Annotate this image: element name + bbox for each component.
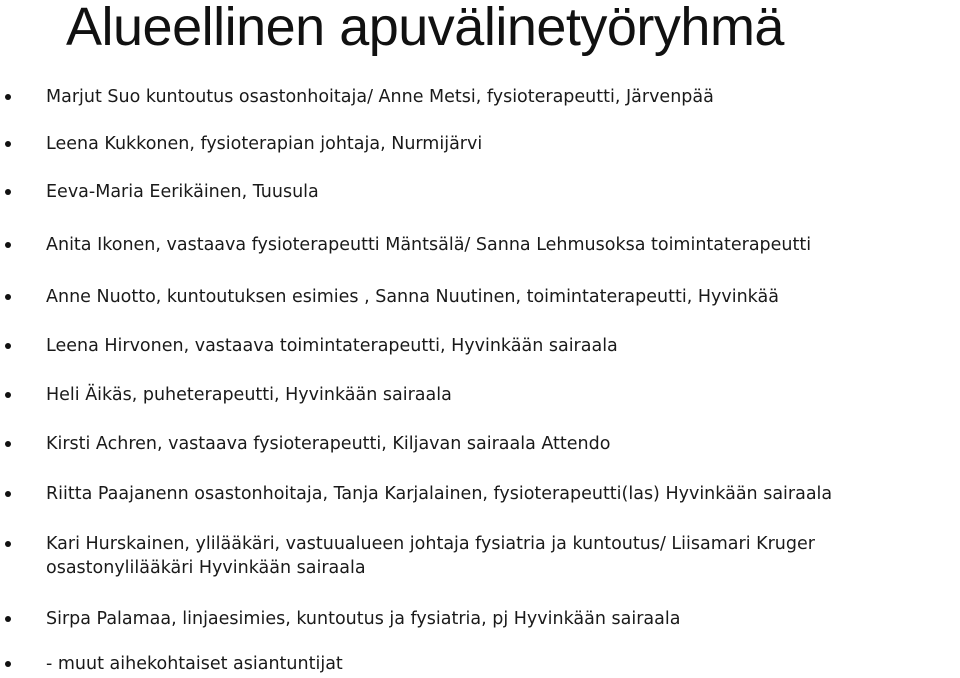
bullet-icon xyxy=(5,541,11,547)
bullet-icon xyxy=(5,491,11,497)
bullet-icon xyxy=(5,242,11,248)
list-item-text: Anita Ikonen, vastaava fysioterapeutti Mäntsälä/ Sanna Lehmusoksa toimintaterapeutti xyxy=(46,235,812,255)
bullet-icon xyxy=(5,189,11,195)
list-item-text: Leena Hirvonen, vastaava toimintaterapeutti, Hyvinkään sairaala xyxy=(46,336,618,356)
list-item-text: Leena Kukkonen, fysioterapian johtaja, Nurmijärvi xyxy=(46,134,483,154)
list-item-text: Marjut Suo kuntoutus osastonhoitaja/ Anne Metsi, fysioterapeutti, Järvenpää xyxy=(46,87,714,107)
list-item-text: Riitta Paajanenn osastonhoitaja, Tanja Karjalainen, fysioterapeutti(las) Hyvinkään sairaala xyxy=(46,484,833,504)
bullet-icon xyxy=(5,392,11,398)
list-item-text: Kirsti Achren, vastaava fysioterapeutti, Kiljavan sairaala Attendo xyxy=(46,434,611,454)
bullet-icon xyxy=(5,616,11,622)
bullet-icon xyxy=(5,441,11,447)
list-item-text: Eeva-Maria Eerikäinen, Tuusula xyxy=(46,182,319,202)
list-item-text: Kari Hurskainen, ylilääkäri, vastuualueen johtaja fysiatria ja kuntoutus/ Liisamari Kruger osastonylilääkäri Hyvinkään sairaala xyxy=(46,534,815,578)
list-item-text: Anne Nuotto, kuntoutuksen esimies , Sanna Nuutinen, toimintaterapeutti, Hyvinkää xyxy=(46,287,779,307)
bullet-icon xyxy=(5,343,11,349)
list-item-text: Heli Äikäs, puheterapeutti, Hyvinkään sairaala xyxy=(46,385,452,405)
bullet-icon xyxy=(5,661,11,667)
bullet-icon xyxy=(5,294,11,300)
bullet-icon xyxy=(5,94,11,100)
slide-title: Alueellinen apuvälinetyöryhmä xyxy=(66,0,784,57)
list-item-text: Sirpa Palamaa, linjaesimies, kuntoutus ja fysiatria, pj Hyvinkään sairaala xyxy=(46,609,681,629)
bullet-icon xyxy=(5,141,11,147)
list-item-text: - muut aihekohtaiset asiantuntijat xyxy=(46,654,343,674)
